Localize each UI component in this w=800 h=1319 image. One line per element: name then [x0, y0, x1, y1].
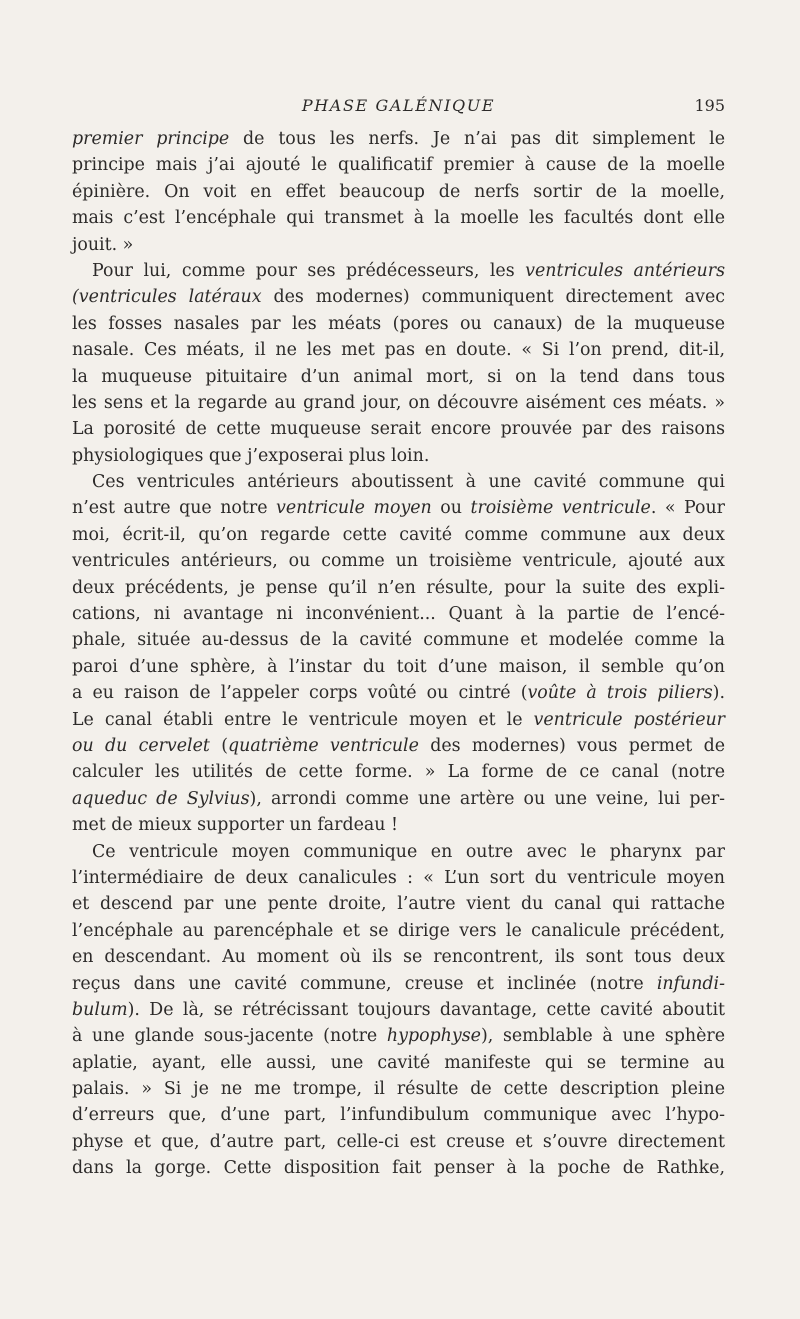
- italic-text: troisième ventricule: [470, 498, 651, 519]
- text-line: [72, 126, 725, 152]
- text-line: [72, 443, 725, 469]
- text-line: [72, 918, 725, 944]
- text-span: phale, située au-dessus de la cavité commune et modelée comme la: [72, 630, 725, 651]
- text-line: [72, 1155, 725, 1181]
- text-line: [72, 179, 725, 205]
- text-span: physiologiques que j’exposerai plus loin.: [72, 445, 430, 466]
- text-span: principe mais j’ai ajouté le qualificatif premier à cause de la moelle: [72, 155, 725, 176]
- text-span: des modernes) communiquent directement avec: [261, 287, 725, 308]
- text-line: [72, 284, 725, 310]
- text-span: en descendant. Au moment où ils se rencontrent, ils sont tous deux: [72, 947, 725, 968]
- text-line: [72, 997, 725, 1023]
- italic-text: hypophyse: [386, 1026, 481, 1047]
- text-line: [72, 971, 725, 997]
- italic-text: ventricule postérieur: [533, 709, 725, 730]
- text-span: épinière. On voit en effet beaucoup de nerfs sortir de la moelle,: [72, 181, 725, 202]
- text-line: [72, 865, 725, 891]
- text-line: [72, 891, 725, 917]
- text-span: physe et que, d’autre part, celle-ci est creuse et s’ouvre directement: [72, 1131, 725, 1152]
- italic-text: voûte à trois piliers: [527, 683, 713, 704]
- text-span: . « Pour: [650, 498, 725, 519]
- text-span: la muqueuse pituitaire d’un animal mort, si on la tend dans tous: [72, 366, 725, 387]
- running-title: PHASE GALÉNIQUE: [301, 96, 496, 115]
- text-span: ). De là, se rétrécissant toujours davantage, cette cavité aboutit: [127, 999, 725, 1020]
- text-span: et descend par une pente droite, l’autre vient du canal qui rattache: [72, 894, 725, 915]
- text-line: [72, 839, 725, 865]
- text-line: [72, 205, 725, 231]
- italic-text: aqueduc de Sylvius: [72, 788, 250, 809]
- text-span: deux précédents, je pense qu’il n’en résulte, pour la suite des expli-: [72, 577, 725, 598]
- text-span: a eu raison de l’appeler corps voûté ou cintré (: [72, 683, 528, 704]
- italic-text: ventricule moyen: [276, 498, 432, 519]
- italic-text: premier principe: [72, 129, 230, 149]
- text-line: [72, 311, 725, 337]
- text-span: Ces ventricules antérieurs aboutissent à une cavité commune qui: [92, 472, 725, 493]
- text-line: [72, 416, 725, 442]
- text-span: de tous les nerfs. Je n’ai pas dit simplement le: [229, 129, 726, 149]
- text-line: [72, 944, 725, 970]
- text-line: [72, 1076, 725, 1102]
- text-span: met de mieux supporter un fardeau !: [72, 815, 398, 836]
- text-span: La porosité de cette muqueuse serait encore prouvée par des raisons: [72, 419, 725, 440]
- text-line: [72, 522, 725, 548]
- text-span: d’erreurs que, d’une part, l’infundibulum communique avec l’hypo-: [72, 1105, 725, 1126]
- text-span: à une glande sous-jacente (notre: [72, 1026, 387, 1047]
- text-span: moi, écrit-il, qu’on regarde cette cavité comme commune aux deux: [72, 524, 725, 545]
- text-line: [72, 152, 725, 178]
- text-span: des modernes) vous permet de: [418, 735, 725, 756]
- text-line: [72, 575, 725, 601]
- text-line: [72, 495, 725, 521]
- text-line: [72, 1102, 725, 1128]
- text-span: les sens et la regarde au grand jour, on découvre aisément ces méats. »: [72, 392, 725, 413]
- text-span: l’intermédiaire de deux canalicules : « L’un sort du ventricule moyen: [72, 867, 725, 888]
- text-line: [72, 680, 725, 706]
- text-line: [72, 1129, 725, 1155]
- text-span: jouit. »: [72, 234, 134, 255]
- text-line: [72, 601, 725, 627]
- page-number: 195: [694, 96, 725, 115]
- text-line: [72, 337, 725, 363]
- italic-text: (ventricules latéraux: [72, 287, 262, 308]
- text-span: les fosses nasales par les méats (pores ou canaux) de la muqueuse: [72, 313, 725, 334]
- text-line: [72, 812, 725, 838]
- text-span: dans la gorge. Cette disposition fait penser à la poche de Rathke,: [72, 1158, 725, 1179]
- text-line: [72, 1023, 725, 1049]
- text-line: [72, 1050, 725, 1076]
- body-text: [72, 126, 725, 1182]
- italic-text: infundi-: [656, 973, 725, 994]
- text-span: palais. » Si je ne me trompe, il résulte de cette description pleine: [72, 1079, 725, 1100]
- text-span: mais c’est l’encéphale qui transmet à la moelle les facultés dont elle: [72, 208, 725, 229]
- text-span: Ce ventricule moyen communique en outre avec le pharynx par: [92, 841, 725, 862]
- italic-text: quatrième ventricule: [228, 735, 419, 756]
- text-span: ).: [712, 683, 725, 704]
- text-span: reçus dans une cavité commune, creuse et inclinée (notre: [72, 973, 657, 994]
- italic-text: ventricules antérieurs: [525, 260, 725, 281]
- text-line: [72, 654, 725, 680]
- text-line: [72, 469, 725, 495]
- text-span: n’est autre que notre: [72, 498, 276, 519]
- text-span: aplatie, ayant, elle aussi, une cavité manifeste qui se termine au: [72, 1052, 725, 1073]
- text-line: [72, 232, 725, 258]
- text-line: [72, 390, 725, 416]
- text-line: [72, 627, 725, 653]
- text-span: nasale. Ces méats, il ne les met pas en doute. « Si l’on prend, dit-il,: [72, 340, 725, 361]
- text-line: [72, 707, 725, 733]
- text-line: [72, 548, 725, 574]
- text-line: [72, 786, 725, 812]
- text-span: ), semblable à une sphère: [480, 1026, 725, 1047]
- text-span: cations, ni avantage ni inconvénient... Quant à la partie de l’encé-: [72, 604, 725, 625]
- text-span: Le canal établi entre le ventricule moyen et le: [72, 709, 534, 730]
- text-span: ), arrondi comme une artère ou une veine, lui per-: [249, 788, 726, 809]
- text-span: paroi d’une sphère, à l’instar du toit d’une maison, il semble qu’on: [72, 656, 725, 677]
- italic-text: bulum: [72, 999, 128, 1020]
- text-span: Pour lui, comme pour ses prédécesseurs, les: [92, 260, 526, 281]
- text-line: [72, 364, 725, 390]
- text-line: [72, 258, 725, 284]
- italic-text: ou du cervelet: [72, 735, 210, 756]
- text-span: ventricules antérieurs, ou comme un troisième ventricule, ajouté aux: [72, 551, 725, 572]
- text-line: [72, 759, 725, 785]
- text-span: ou: [431, 498, 471, 519]
- text-line: [72, 733, 725, 759]
- text-span: l’encéphale au parencéphale et se dirige vers le canalicule précédent,: [72, 920, 725, 941]
- text-span: calculer les utilités de cette forme. » La forme de ce canal (notre: [72, 762, 725, 783]
- page-header: [72, 96, 725, 124]
- text-span: (: [209, 735, 228, 756]
